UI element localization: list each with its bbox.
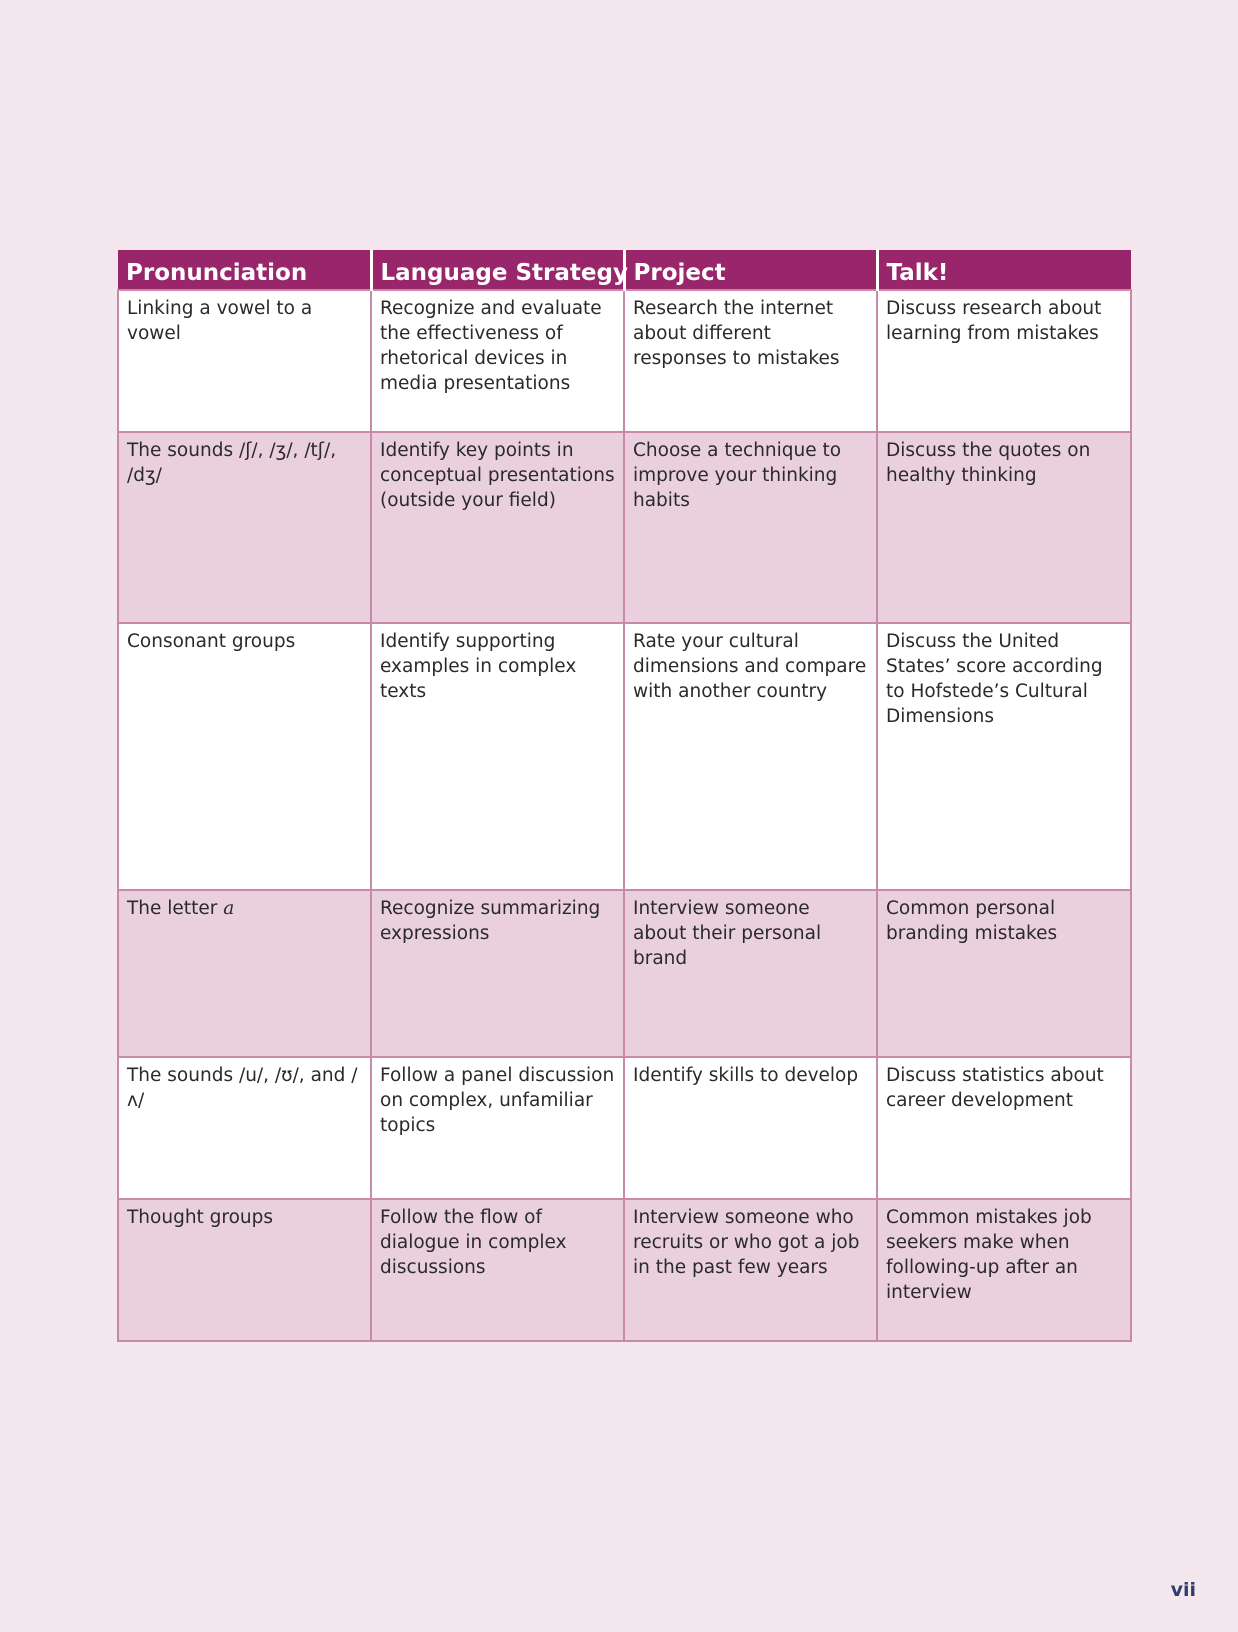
- cell-language-strategy: Follow the flow of dialogue in complex discussions: [371, 1199, 624, 1341]
- cell-language-strategy: Follow a panel discussion on complex, unfamiliar topics: [371, 1057, 624, 1199]
- header-project: Project: [624, 250, 877, 290]
- cell-pronunciation: [118, 890, 371, 1057]
- syllabus-table-container: [117, 250, 1130, 1342]
- cell-pronunciation: Linking a vowel to a vowel: [118, 290, 371, 432]
- cell-pronunciation: The sounds /u/, /ʊ/, and /ʌ/: [118, 1057, 371, 1199]
- table-row: [118, 290, 1131, 432]
- cell-talk: Common personal branding mistakes: [877, 890, 1131, 1057]
- cell-language-strategy: Recognize and evaluate the effectiveness of rhetorical devices in media presentations: [371, 290, 624, 432]
- pronunciation-prefix: The letter: [127, 898, 224, 919]
- cell-project: Interview someone who recruits or who got a job in the past few years: [624, 1199, 877, 1341]
- header-talk: Talk!: [877, 250, 1131, 290]
- cell-pronunciation: Consonant groups: [118, 623, 371, 890]
- cell-language-strategy: Identify supporting examples in complex texts: [371, 623, 624, 890]
- cell-talk: Discuss the United States’ score according to Hofstede’s Cultural Dimensions: [877, 623, 1131, 890]
- table-row: [118, 1199, 1131, 1341]
- table-row: [118, 623, 1131, 890]
- cell-project: Rate your cultural dimensions and compare with another country: [624, 623, 877, 890]
- header-language-strategy: Language Strategy: [371, 250, 624, 290]
- cell-talk: Common mistakes job seekers make when following-up after an interview: [877, 1199, 1131, 1341]
- cell-language-strategy: Recognize summarizing expressions: [371, 890, 624, 1057]
- cell-talk: Discuss the quotes on healthy thinking: [877, 432, 1131, 623]
- cell-language-strategy: Identify key points in conceptual presentations (outside your field): [371, 432, 624, 623]
- cell-project: Identify skills to develop: [624, 1057, 877, 1199]
- page-number: vii: [1170, 1579, 1196, 1601]
- pronunciation-italic-letter: a: [223, 898, 235, 919]
- syllabus-table: [117, 250, 1132, 1342]
- table-header-row: [118, 250, 1131, 290]
- cell-project: Choose a technique to improve your thinking habits: [624, 432, 877, 623]
- cell-talk: Discuss statistics about career development: [877, 1057, 1131, 1199]
- cell-project: Research the internet about different responses to mistakes: [624, 290, 877, 432]
- table-row: [118, 1057, 1131, 1199]
- table-row: [118, 432, 1131, 623]
- cell-project: Interview someone about their personal brand: [624, 890, 877, 1057]
- header-pronunciation: Pronunciation: [118, 250, 371, 290]
- cell-pronunciation: The sounds /ʃ/, /ʒ/, /tʃ/, /dʒ/: [118, 432, 371, 623]
- cell-talk: Discuss research about learning from mistakes: [877, 290, 1131, 432]
- cell-pronunciation: Thought groups: [118, 1199, 371, 1341]
- table-row: [118, 890, 1131, 1057]
